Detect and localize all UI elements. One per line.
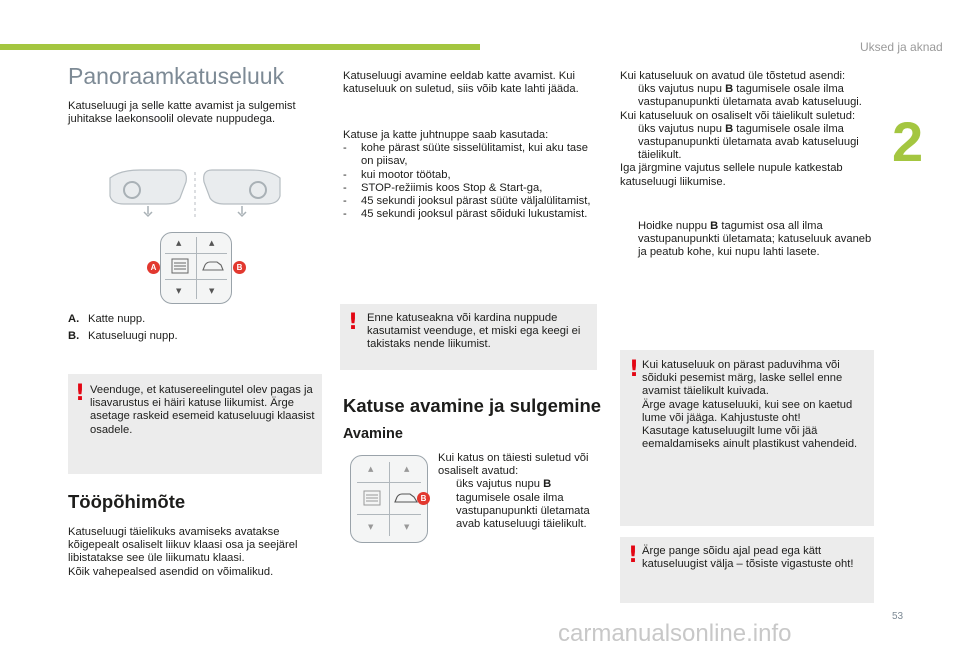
principle-text: Katuseluugi täielikuks avamiseks avatakse kõigepealt osaliselt liikuv klaasi osa ja seejärel libistatakse see üle liikumatu klaasi. Kõik vahepealsed asendid on võimalikud. (68, 526, 298, 578)
warning-icon: ! (628, 543, 639, 568)
badge-b: B (233, 261, 246, 274)
warning-text: Enne katuseakna või kardina nuppude kasutamist veenduge, et miski ega keegi ei takistaks nende liikumist. (367, 312, 581, 351)
cover-button-icon (171, 258, 189, 274)
bullet-icon (620, 83, 638, 109)
cover-close-glyph: ▲ (176, 239, 182, 247)
control-pad (160, 232, 232, 304)
legend-item-a: A. Katte nupp. (68, 313, 146, 325)
page-title: Panoraamkatuseluuk (68, 63, 285, 89)
cover-button-icon (363, 490, 381, 506)
warning-icon: ! (75, 381, 86, 406)
warning-box-head-out (620, 537, 874, 603)
roof-close-glyph: ▲ (209, 239, 215, 247)
bullet-icon (620, 220, 638, 260)
roof-opening-illustration (100, 168, 290, 228)
principle-heading: Tööpõhimõte (68, 491, 186, 512)
section-title: Uksed ja aknad (860, 40, 943, 54)
badge-a: A (147, 261, 160, 274)
warning-icon: ! (348, 310, 359, 335)
roof-open-glyph: ▼ (209, 287, 215, 295)
opening-text: Kui katus on täiesti suletud või osaliselt avatud: üks vajutus nupu B tagumisele osale ilma vastupanupunkti ületamata avab katuseluugi täielikult. (438, 452, 590, 531)
legend-item-b: B. Katuseluugi nupp. (68, 330, 178, 343)
roof-close-glyph: ▲ (404, 465, 410, 473)
opening-subheading: Avamine (343, 426, 403, 442)
opening-closing-heading: Katuse avamine ja sulgemine (343, 395, 602, 416)
figure-legend (68, 313, 318, 347)
roof-open-glyph: ▼ (404, 523, 410, 531)
chapter-number: 2 (892, 110, 924, 173)
bullet-icon (620, 123, 638, 163)
warning-icon: ! (629, 357, 640, 382)
hold-button-text: Hoidke nuppu B tagumist osa all ilma vastupanupunkti ületamata; katuseluuk avaneb ja peatub kohe, kui nupu lahti lasete. (620, 220, 878, 260)
warning-text: Veenduge, et katusereelingutel olev pagas ja lisavarustus ei häiri katuse liikumist. Ärge asetage raskeid esemeid katuseluugi klaasist osadele. (90, 384, 315, 436)
badge-b-small: B (417, 492, 430, 505)
intro-text: Katuseluugi ja selle katte avamist ja sulgemist juhitakse laekonsoolil olevate nuppudega. (68, 100, 296, 126)
page-number: 53 (892, 611, 904, 622)
warning-box-luggage (68, 374, 322, 474)
roof-button-icon (393, 491, 419, 505)
warning-box-wet-roof (620, 350, 874, 526)
warning-text: Kui katuseluuk on pärast paduvihma või sõiduki pesemist märg, laske sellel enne avamist täielikult kuivada. Ärge avage katuseluuki, kui see on kaetud lume või jääga. Kahjustuste oht! Kasutage katuseluugilt lume või jää eemaldamiseks ainult plastikust vahendeid. (642, 359, 858, 451)
usage-conditions: Katuse ja katte juhtnuppe saab kasutada: - kohe pärast süüte sisselülitamist, kui aku tase on piisav, - kui mootor töötab, - STOP-režiimis koos Stop & Start-ga, - 45 sekundi jooksul pärast süüte väljalülitamist, - 45 sekundi jooksul pärast sõiduki lukustamist. (343, 129, 591, 221)
opening-states-text: Kui katuseluuk on avatud üle tõstetud asendi: üks vajutus nupu B tagumisele osale ilma vastupanupunkti ületamata avab katuseluugi. Kui katuseluuk on osaliselt või täielikult suletud: üks vajutus nupu B tagumisele osale ilma vastupanupunkti ületamata avab katuseluugi täielikult. Iga järgmine vajutus sellele nupule katkestab katuseluugi liikumise. (620, 70, 862, 188)
warning-box-obstruction (340, 304, 597, 370)
bullet-icon (438, 478, 456, 531)
cover-requirement-text: Katuseluugi avamine eeldab katte avamist. Kui katuseluuk on suletud, siis võib kate lahti jääda. (343, 70, 579, 96)
cover-open-glyph: ▼ (176, 287, 182, 295)
cover-open-glyph: ▼ (368, 523, 374, 531)
cover-close-glyph: ▲ (368, 465, 374, 473)
header-accent-bar (0, 44, 480, 50)
warning-text: Ärge pange sõidu ajal pead ega kätt katuseluugist välja – tõsiste vigastuste oht! (642, 545, 854, 571)
watermark: carmanualsonline.info (558, 620, 792, 647)
roof-button-icon (201, 259, 225, 273)
roof-controls-figure (100, 168, 290, 308)
